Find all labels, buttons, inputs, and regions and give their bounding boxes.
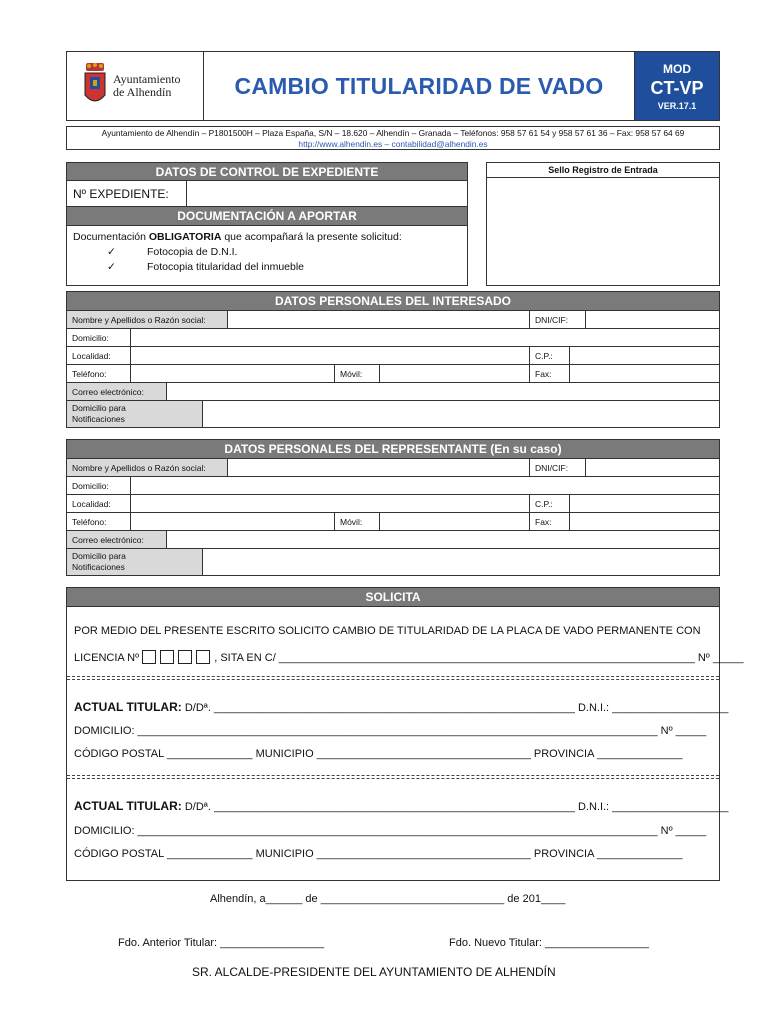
licencia-label: LICENCIA Nº [74,652,140,664]
correo-label: Correo electrónico: [67,383,167,400]
dni-field[interactable] [586,459,719,476]
contact-line: Ayuntamiento de Alhendín – P1801500H – Plaza España, S/N – 18.620 – Alhendín – Granada – Teléfonos: 958 57 61 54 y 958 57 61 36 – Fax: 958 57 64 69 [101,128,685,138]
representante-title: DATOS PERSONALES DEL REPRESENTANTE (En su caso) [67,440,719,459]
nombre-label: Nombre y Apellidos o Razón social: [67,459,228,476]
nombre-label: Nombre y Apellidos o Razón social: [67,311,228,328]
dni-field[interactable] [586,311,719,328]
control-title: DATOS DE CONTROL DE EXPEDIENTE [66,162,468,181]
correo-field[interactable] [167,531,719,548]
dni-label: DNI/CIF: [530,459,586,476]
titular-name-line[interactable]: D/Dª. ___________________________________________________________ D.N.I.: ___________________ [181,801,729,813]
licencia-box-4[interactable] [196,650,210,664]
localidad-label: Localidad: [67,495,131,512]
fax-label: Fax: [530,513,570,530]
date-line[interactable]: Alhendín, a______ de ______________________________ de 201____ [210,893,566,905]
interesado-section [66,291,720,428]
actual-titular-line-2 [74,799,728,813]
domicilio-line[interactable]: DOMICILIO: _____________________________________________________________________________________ Nº _____ [74,725,707,737]
notif-line-2: Notificaciones [72,414,125,424]
logo-line-2: de Alhendín [113,85,172,99]
table-row [67,477,719,495]
telefono-label: Teléfono: [67,513,131,530]
doc-intro-bold: OBLIGATORIA [148,231,222,243]
contact-info [66,126,720,150]
table-row [67,329,719,347]
actual-titular-line [74,700,728,714]
nombre-field[interactable] [228,459,530,476]
correo-field[interactable] [167,383,719,400]
doc-item-dni [73,245,461,260]
addressee: SR. ALCALDE-PRESIDENTE DEL AYUNTAMIENTO DE ALHENDÍN [192,965,556,979]
domicilio-label: Domicilio: [67,329,131,346]
notif-line-2: Notificaciones [72,562,125,572]
table-row [67,401,719,427]
signature-nuevo[interactable]: Fdo. Nuevo Titular: _________________ [449,937,649,949]
titular-name-line[interactable]: D/Dª. ___________________________________________________________ D.N.I.: ___________________ [181,702,729,714]
licencia-box-2[interactable] [160,650,174,664]
version-label: VER.17.1 [657,100,697,111]
table-row [67,513,719,531]
doc-intro-c: que acompañará la presente solicitud: [221,231,402,243]
correo-label: Correo electrónico: [67,531,167,548]
table-row [67,549,719,575]
title-cell [204,52,635,120]
coat-of-arms-icon [83,63,107,109]
table-row [67,383,719,401]
notificaciones-field[interactable] [203,549,719,575]
check-icon: ✓ [107,246,116,258]
doc-item-titularidad [73,260,461,275]
notif-line-1: Domicilio para [72,551,126,561]
cp-label: C.P.: [530,495,570,512]
website-link[interactable]: http://www.alhendin.es [298,138,383,149]
table-row [67,311,719,329]
form-header [66,51,720,121]
doc-item-label: Fotocopia de D.N.I. [147,246,238,258]
fax-field[interactable] [570,513,719,530]
doc-item-label: Fotocopia titularidad del inmueble [147,261,305,273]
notificaciones-field[interactable] [203,401,719,427]
dni-label: DNI/CIF: [530,311,586,328]
doc-intro-a: Documentación [73,231,149,243]
domicilio-line[interactable]: DOMICILIO: _____________________________________________________________________________________ Nº _____ [74,825,707,837]
table-row [67,495,719,513]
licencia-line [74,650,743,664]
table-row [67,459,719,477]
divider [67,676,719,680]
domicilio-field[interactable] [131,329,719,346]
documentation-intro [73,230,461,245]
table-row [67,347,719,365]
logo-text [113,73,181,99]
movil-label: Móvil: [335,365,380,382]
documentation-box [66,226,468,286]
notificaciones-label [67,401,203,427]
notificaciones-label [67,549,203,575]
fax-field[interactable] [570,365,719,382]
documentation-title: DOCUMENTACIÓN A APORTAR [66,207,468,226]
registry-stamp-title: Sello Registro de Entrada [487,163,719,178]
actual-titular-label: ACTUAL TITULAR: [74,799,182,813]
solicita-section [66,587,744,881]
nombre-field[interactable] [228,311,530,328]
localidad-field[interactable] [131,495,530,512]
model-badge [635,52,719,120]
cp-label: C.P.: [530,347,570,364]
telefono-field[interactable] [131,513,335,530]
fax-label: Fax: [530,365,570,382]
contact-links [67,139,719,150]
expediente-row [66,181,468,207]
localidad-label: Localidad: [67,347,131,364]
control-section [66,162,468,286]
sita-line: , SITA EN C/ ____________________________________________________________________ Nº _____ [214,652,744,664]
domicilio-field[interactable] [131,477,719,494]
cp-field[interactable] [570,347,719,364]
mod-label: MOD [663,61,691,76]
movil-field[interactable] [380,365,530,382]
expediente-field[interactable] [187,181,467,206]
signature-anterior[interactable]: Fdo. Anterior Titular: _________________ [118,937,325,949]
actual-titular-label: ACTUAL TITULAR: [74,700,182,714]
registry-stamp-box [486,162,720,286]
email-link[interactable]: contabilidad@alhendin.es [391,138,488,149]
representante-section [66,439,720,576]
movil-field[interactable] [380,513,530,530]
licencia-box-1[interactable] [142,650,156,664]
domicilio-label: Domicilio: [67,477,131,494]
logo-line-1: Ayuntamiento [113,72,181,86]
table-row [67,365,719,383]
divider [67,775,719,779]
movil-label: Móvil: [335,513,380,530]
table-row [67,531,719,549]
check-icon: ✓ [107,261,116,273]
licencia-box-3[interactable] [178,650,192,664]
telefono-label: Teléfono: [67,365,131,382]
logo [67,52,204,120]
localidad-field[interactable] [131,347,530,364]
cp-municipio-line[interactable]: CÓDIGO POSTAL ______________ MUNICIPIO ___________________________________ PROVINCIA ______________ [74,748,683,760]
link-separator: – [382,138,392,149]
interesado-title: DATOS PERSONALES DEL INTERESADO [67,292,719,311]
page-title: CAMBIO TITULARIDAD DE VADO [234,72,604,99]
telefono-field[interactable] [131,365,335,382]
solicita-title: SOLICITA [67,588,719,607]
cp-field[interactable] [570,495,719,512]
solicita-text: POR MEDIO DEL PRESENTE ESCRITO SOLICITO CAMBIO DE TITULARIDAD DE LA PLACA DE VADO PERMANENTE CON [74,625,701,637]
mod-code: CT-VP [650,77,704,98]
cp-municipio-line[interactable]: CÓDIGO POSTAL ______________ MUNICIPIO ___________________________________ PROVINCIA ______________ [74,848,683,860]
notif-line-1: Domicilio para [72,403,126,413]
expediente-label: Nº EXPEDIENTE: [67,181,187,206]
